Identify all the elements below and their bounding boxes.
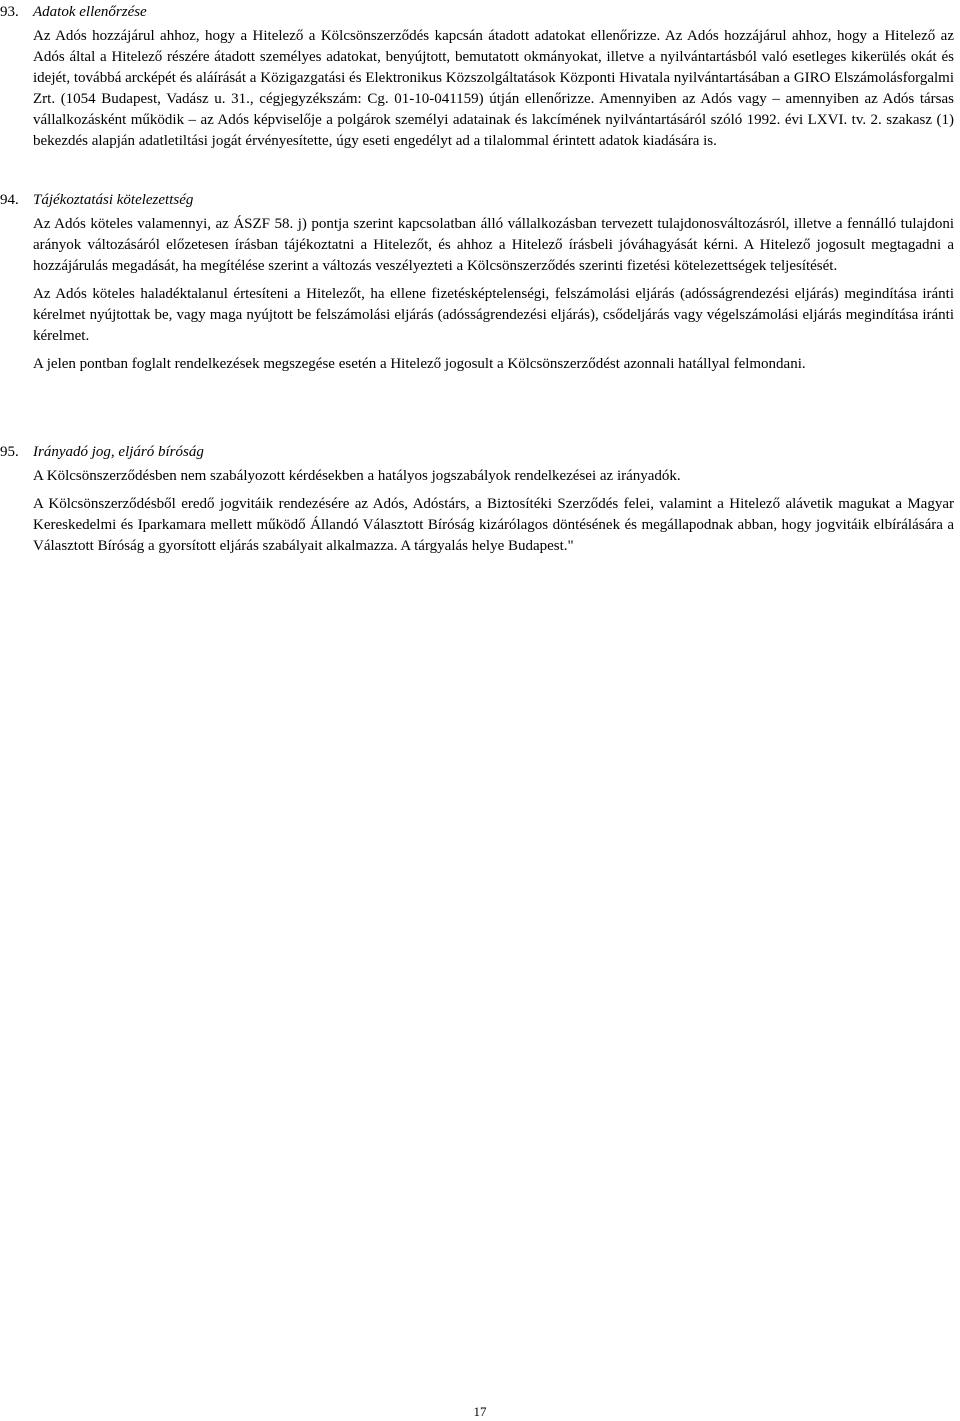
section-heading: [0, 189, 960, 211]
paragraph: A Kölcsönszerződésből eredő jogvitáik rendezésére az Adós, Adóstárs, a Biztosítéki Szerződés felei, valamint a Hitelező alávetik magukat a Magyar Kereskedelmi és Iparkamara mellett működő Állandó Választott Bíróság kizárólagos döntésének és megállapodnak abban, hogy jogvitáik elbírálására a Választott Bíróság a gyorsított eljárás szabályait alkalmazza. A tárgyalás helye Budapest.": [33, 496, 954, 554]
section-title: Tájékoztatási kötelezettség: [33, 192, 194, 208]
section-number: 94.: [0, 192, 19, 208]
paragraph: Az Adós köteles valamennyi, az ÁSZF 58. j) pontja szerint kapcsolatban álló vállalkozásban tervezett tulajdonosváltozásról, illetve a fennálló tulajdoni arányok változásáról előzetesen írásban tájékoztatni a Hitelezőt, és ahhoz a Hitelező írásbeli jóváhagyását kérni. A Hitelező jogosult megtagadni a hozzájárulás megadását, ha megítélése szerint a változás veszélyezteti a Kölcsönszerződés szerinti fizetési kötelezettségek teljesítését.: [33, 216, 954, 274]
section-heading: [0, 1, 960, 23]
section-heading: [0, 441, 960, 463]
section-95: [0, 441, 960, 557]
section-number: 95.: [0, 444, 19, 460]
paragraph: Az Adós köteles haladéktalanul értesíteni a Hitelezőt, ha ellene fizetésképtelenségi, felszámolási eljárás (adósságrendezési eljárás) megindítása iránti kérelmet nyújtottak be, vagy maga nyújtott be felszámolási eljárás (adósságrendezési eljárás), csődeljárás vagy végelszámolási eljárás megindítása iránti kérelmet.: [33, 286, 954, 344]
section-title: Irányadó jog, eljáró bíróság: [33, 444, 204, 460]
section-title: Adatok ellenőrzése: [33, 4, 147, 20]
paragraph: A Kölcsönszerződésben nem szabályozott kérdésekben a hatályos jogszabályok rendelkezései az irányadók.: [33, 468, 681, 484]
paragraph: A jelen pontban foglalt rendelkezések megszegése esetén a Hitelező jogosult a Kölcsönszerződést azonnali hatállyal felmondani.: [33, 356, 806, 372]
page-number: 17: [473, 1404, 487, 1419]
section-93: [0, 1, 960, 152]
section-number: 93.: [0, 4, 19, 20]
section-94: [0, 189, 960, 375]
paragraph: Az Adós hozzájárul ahhoz, hogy a Hitelező a Kölcsönszerződés kapcsán átadott adatokat ellenőrizze. Az Adós hozzájárul ahhoz, hogy a Hitelező az Adós által a Hitelező részére átadott személyes adatokat, benyújtott, bemutatott okmányokat, illetve a nyilvántartásból való esetleges kikerülés okát és idejét, továbbá arcképét és aláírását a Közigazgatási és Elektronikus Közszolgáltatások Központi Hivatala nyilvántartásában a GIRO Elszámolásforgalmi Zrt. (1054 Budapest, Vadász u. 31., cégjegyzékszám: Cg. 01-10-041159) útján ellenőrizze. Amennyiben az Adós vagy – amennyiben az Adós társas vállalkozásként működik – az Adós képviselője a polgárok személyi adatainak és lakcímének nyilvántartásáról szóló 1992. évi LXVI. tv. 2. szakasz (1) bekezdés alapján adatletiltási jogát érvényesítette, úgy eseti engedélyt ad a tilalommal érintett adatok kiadására is.: [33, 28, 954, 149]
